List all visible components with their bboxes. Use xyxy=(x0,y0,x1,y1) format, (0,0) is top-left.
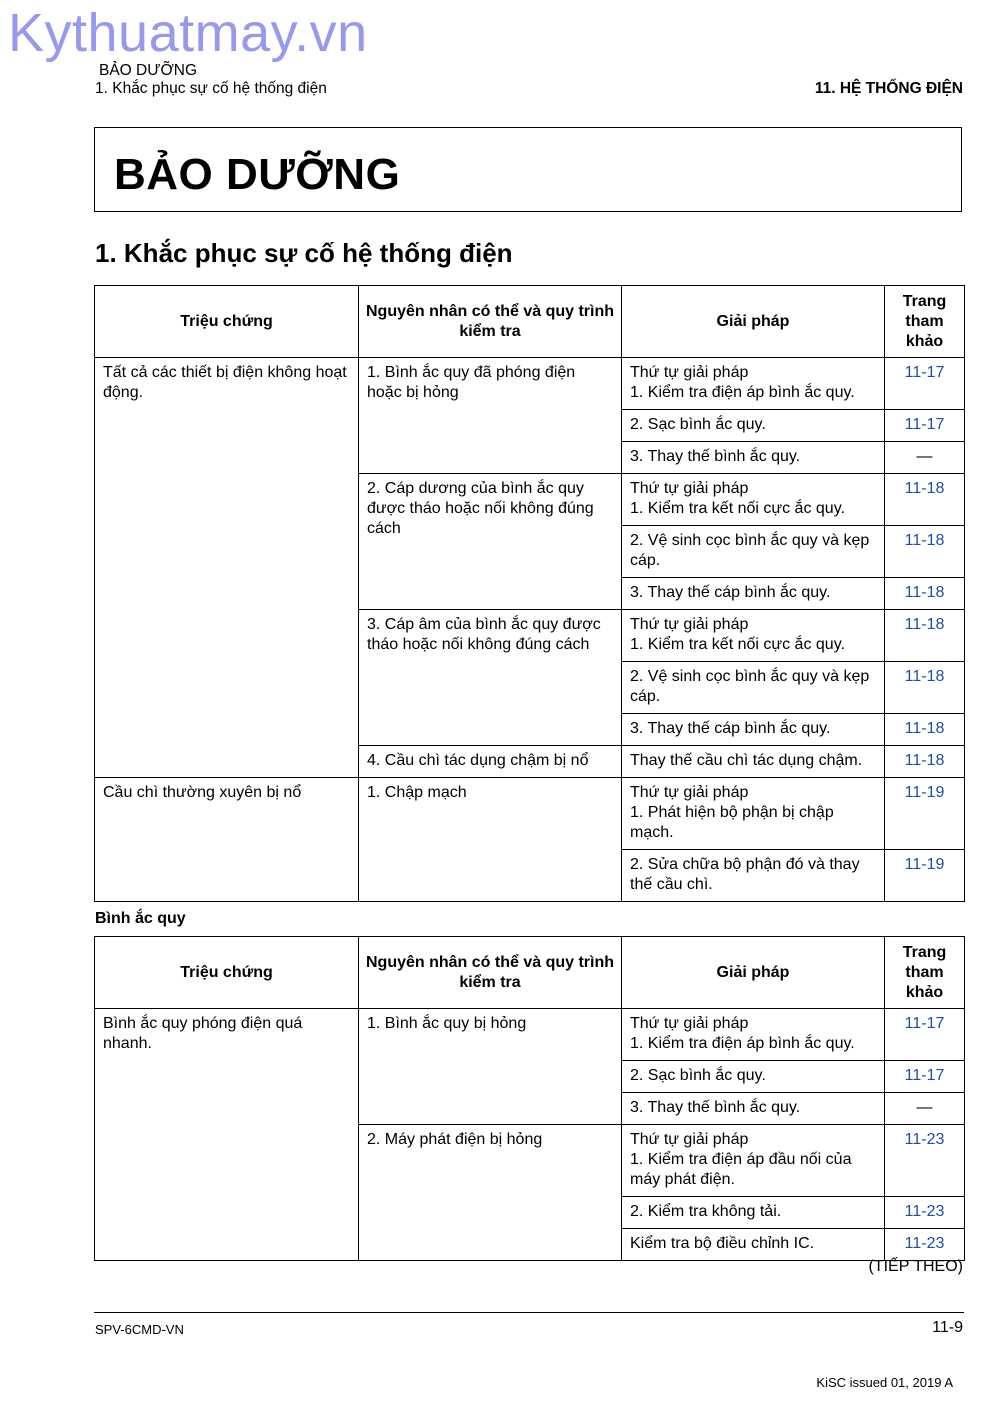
ref-link[interactable]: 11-18 xyxy=(885,474,965,526)
ref-link[interactable]: 11-18 xyxy=(885,746,965,778)
cause-cell: 1. Chập mạch xyxy=(359,778,622,902)
solution-cell xyxy=(622,358,885,410)
col-header-symptom: Triệu chứng xyxy=(95,286,359,358)
header-chapter: 11. HỆ THỐNG ĐIỆN xyxy=(814,80,963,97)
cause-cell: 1. Bình ắc quy bị hỏng xyxy=(359,1009,622,1125)
ref-link[interactable]: 11-18 xyxy=(885,714,965,746)
solution-cell: 3. Thay thế cáp bình ắc quy. xyxy=(622,578,885,610)
ref-none: — xyxy=(885,1093,965,1125)
table-header-row xyxy=(95,937,965,1009)
col-header-ref: Trang tham khảo xyxy=(885,286,965,358)
solution-cell xyxy=(622,610,885,662)
cause-cell: 2. Máy phát điện bị hỏng xyxy=(359,1125,622,1261)
solution-cell: 2. Kiểm tra không tải. xyxy=(622,1197,885,1229)
ref-link[interactable]: 11-23 xyxy=(885,1125,965,1197)
ref-link[interactable]: 11-18 xyxy=(885,662,965,714)
cause-cell: 4. Cầu chì tác dụng chậm bị nổ xyxy=(359,746,622,778)
solution-cell xyxy=(622,1009,885,1061)
solution-order-label: Thứ tự giải pháp xyxy=(630,364,749,381)
ref-link[interactable]: 11-18 xyxy=(885,526,965,578)
ref-link[interactable]: 11-17 xyxy=(885,1009,965,1061)
title-box xyxy=(94,127,962,212)
issued-note: KiSC issued 01, 2019 A xyxy=(816,1375,953,1390)
col-header-ref: Trang tham khảo xyxy=(885,937,965,1009)
table-row xyxy=(95,778,965,850)
solution-cell: 3. Thay thế cáp bình ắc quy. xyxy=(622,714,885,746)
solution-step: 1. Kiểm tra kết nối cực ắc quy. xyxy=(630,636,845,653)
ref-link[interactable]: 11-19 xyxy=(885,850,965,902)
table-row xyxy=(95,1009,965,1061)
solution-order-label: Thứ tự giải pháp xyxy=(630,1131,749,1148)
table-row xyxy=(95,358,965,410)
running-header xyxy=(95,62,327,98)
table-header-row xyxy=(95,286,965,358)
header-subsection: 1. Khắc phục sự cố hệ thống điện xyxy=(95,80,327,97)
solution-cell: Kiểm tra bộ điều chỉnh IC. xyxy=(622,1229,885,1261)
solution-step: 1. Kiểm tra điện áp đầu nối của máy phát điện. xyxy=(630,1151,852,1188)
solution-cell: 2. Vệ sinh cọc bình ắc quy và kẹp cáp. xyxy=(622,526,885,578)
solution-order-label: Thứ tự giải pháp xyxy=(630,784,749,801)
col-header-solution: Giải pháp xyxy=(622,937,885,1009)
solution-order-label: Thứ tự giải pháp xyxy=(630,1015,749,1032)
ref-link[interactable]: 11-23 xyxy=(885,1229,965,1261)
solution-cell: 2. Sạc bình ắc quy. xyxy=(622,1061,885,1093)
solution-step: 1. Phát hiện bộ phận bị chập mạch. xyxy=(630,804,834,841)
ref-link[interactable]: 11-19 xyxy=(885,778,965,850)
solution-cell xyxy=(622,474,885,526)
section-title: 1. Khắc phục sự cố hệ thống điện xyxy=(95,238,513,268)
cause-cell: 3. Cáp âm của bình ắc quy được tháo hoặc nối không đúng cách xyxy=(359,610,622,746)
col-header-cause: Nguyên nhân có thể và quy trình kiểm tra xyxy=(359,937,622,1009)
solution-order-label: Thứ tự giải pháp xyxy=(630,616,749,633)
cause-cell: 1. Bình ắc quy đã phóng điện hoặc bị hỏng xyxy=(359,358,622,474)
doc-code: SPV-6CMD-VN xyxy=(95,1322,184,1337)
symptom-cell: Tất cả các thiết bị điện không hoạt động. xyxy=(95,358,359,778)
solution-step: 1. Kiểm tra điện áp bình ắc quy. xyxy=(630,1035,855,1052)
troubleshooting-table-electrical xyxy=(94,285,965,902)
ref-link[interactable]: 11-18 xyxy=(885,578,965,610)
solution-step: 1. Kiểm tra điện áp bình ắc quy. xyxy=(630,384,855,401)
subsection-heading: Bình ắc quy xyxy=(95,910,186,927)
footer-divider xyxy=(94,1312,964,1313)
page-number: 11-9 xyxy=(932,1319,963,1336)
ref-link[interactable]: 11-17 xyxy=(885,410,965,442)
ref-link[interactable]: 11-23 xyxy=(885,1197,965,1229)
page-title: BẢO DƯỠNG xyxy=(114,150,401,199)
col-header-symptom: Triệu chứng xyxy=(95,937,359,1009)
solution-cell xyxy=(622,1125,885,1197)
symptom-cell: Cầu chì thường xuyên bị nổ xyxy=(95,778,359,902)
solution-cell: 3. Thay thế bình ắc quy. xyxy=(622,1093,885,1125)
solution-cell xyxy=(622,778,885,850)
ref-link[interactable]: 11-18 xyxy=(885,610,965,662)
symptom-cell: Bình ắc quy phóng điện quá nhanh. xyxy=(95,1009,359,1261)
solution-cell: 3. Thay thế bình ắc quy. xyxy=(622,442,885,474)
header-section: BẢO DƯỠNG xyxy=(99,62,198,79)
solution-cell: 2. Vệ sinh cọc bình ắc quy và kẹp cáp. xyxy=(622,662,885,714)
col-header-cause: Nguyên nhân có thể và quy trình kiểm tra xyxy=(359,286,622,358)
troubleshooting-table-battery xyxy=(94,936,965,1261)
solution-order-label: Thứ tự giải pháp xyxy=(630,480,749,497)
watermark: Kythuatmay.vn xyxy=(8,3,368,63)
solution-cell: 2. Sạc bình ắc quy. xyxy=(622,410,885,442)
ref-link[interactable]: 11-17 xyxy=(885,1061,965,1093)
ref-link[interactable]: 11-17 xyxy=(885,358,965,410)
solution-step: 1. Kiểm tra kết nối cực ắc quy. xyxy=(630,500,845,517)
continued-note: (TIẾP THEO) xyxy=(868,1258,963,1275)
cause-cell: 2. Cáp dương của bình ắc quy được tháo hoặc nối không đúng cách xyxy=(359,474,622,610)
col-header-solution: Giải pháp xyxy=(622,286,885,358)
solution-cell: Thay thế cầu chì tác dụng chậm. xyxy=(622,746,885,778)
ref-none: — xyxy=(885,442,965,474)
solution-cell: 2. Sửa chữa bộ phận đó và thay thế cầu chì. xyxy=(622,850,885,902)
